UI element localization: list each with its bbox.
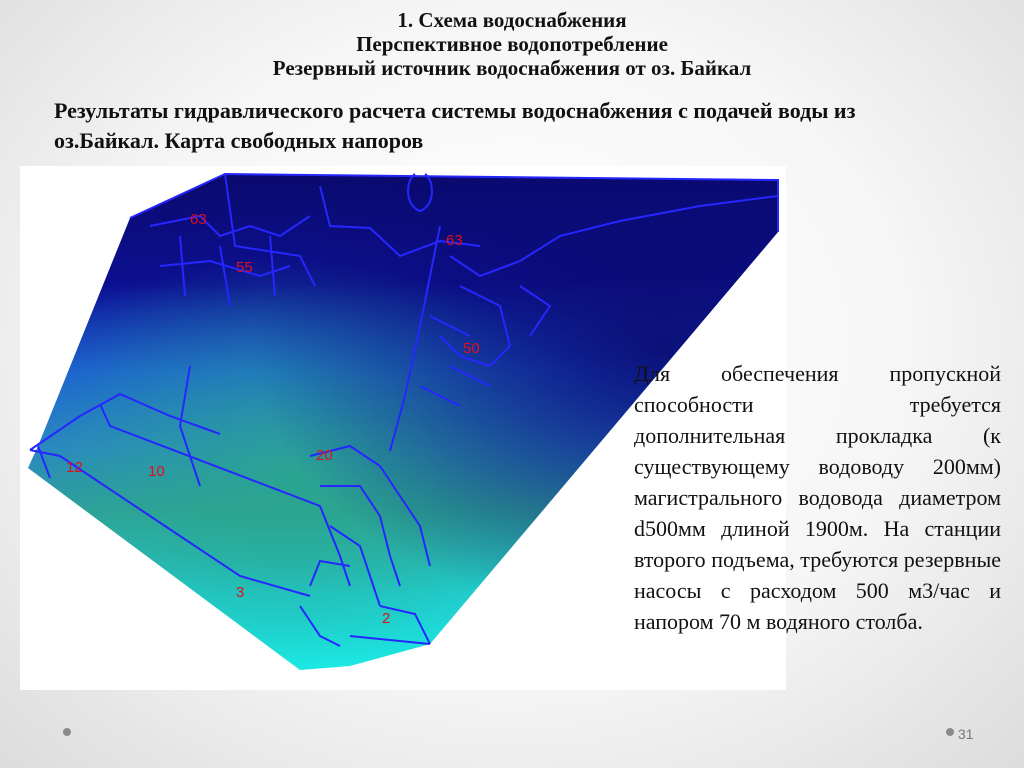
pressure-label: 3 [236, 584, 245, 601]
pressure-label: 12 [66, 459, 83, 476]
pressure-label: 55 [236, 259, 253, 276]
slide-title [0, 8, 1024, 80]
title-line-2: Перспективное водопотребление [356, 32, 668, 56]
pressure-label: 2 [382, 610, 391, 627]
page-number: 31 [958, 726, 974, 742]
right-bullet-dot [946, 728, 954, 736]
pressure-label: 63 [190, 211, 207, 228]
pressure-label: 10 [148, 463, 165, 480]
left-bullet-dot [63, 728, 71, 736]
pressure-label: 20 [316, 447, 333, 464]
title-line-1: 1. Схема водоснабжения [397, 8, 627, 32]
pressure-label: 50 [463, 340, 480, 357]
title-line-3: Резервный источник водоснабжения от оз. Байкал [272, 56, 752, 80]
pressure-label: 63 [446, 232, 463, 249]
description-text: Для обеспечения пропускной способности требуется дополнительная прокладка (к существующему водоводу 200мм) магистрального водовода диаметром d500мм длиной 1900м. На станции второго подъема, требуются резервные насосы с расходом 500 м3/час и напором 70 м водяного столба. [634, 361, 1001, 634]
slide-subtitle: Результаты гидравлического расчета системы водоснабжения с подачей воды из оз.Байкал. Карта свободных напоров [54, 98, 856, 153]
